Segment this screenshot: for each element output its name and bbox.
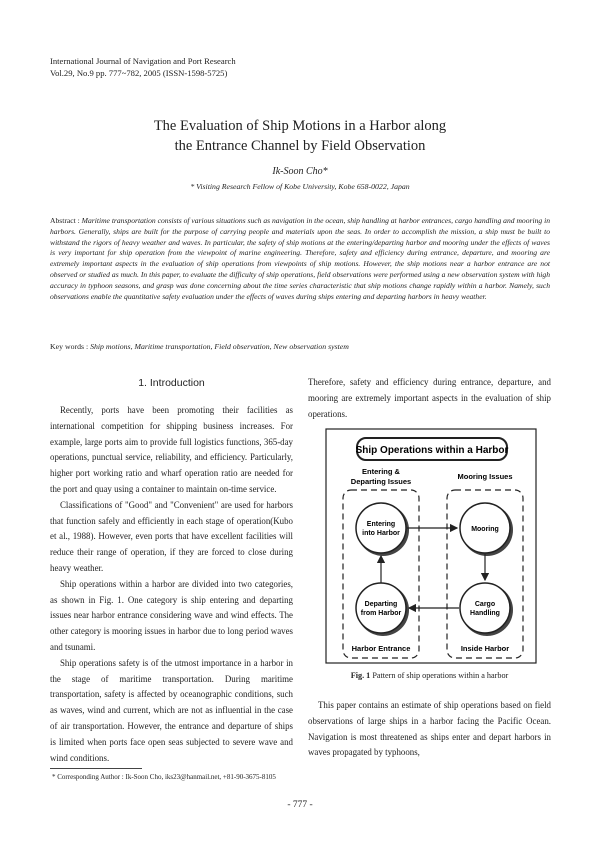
group-right-label: Mooring Issues	[457, 472, 513, 481]
right-column-bottom	[308, 698, 551, 761]
group-left-label-2: Departing Issues	[350, 477, 412, 486]
paragraph: Ship operations safety is of the utmost importance in a harbor in the stage of maritime transportation. During maritime transportation, safety is affected by oceanographic conditions, such as waves, wind and current, which are not as influential in the case of air transportation. However, the entrance and departure of ships is limited when ports face open seas subjected to severe wave and wind conditions.	[50, 657, 293, 763]
author-affiliation: * Visiting Research Fellow of Kobe University, Kobe 658-0022, Japan	[190, 182, 410, 191]
keywords-text: Ship motions, Maritime transportation, Field observation, New observation system	[90, 342, 349, 351]
title-line-1: The Evaluation of Ship Motions in a Harbor along	[153, 118, 447, 134]
caption-text: Pattern of ship operations within a harbor	[372, 671, 509, 680]
paper-title	[0, 116, 600, 156]
title-line-2: the Entrance Channel by Field Observation	[174, 138, 426, 154]
figure-ship-operations	[325, 428, 537, 664]
journal-volume: Vol.29, No.9 pp. 777~782, 2005 (ISSN-1598-5725)	[50, 68, 228, 78]
node-cargo-label-2: Handling	[470, 610, 500, 617]
abstract-text: Maritime transportation consists of various situations such as navigation in the ocean, ship handling at harbor entrances, cargo handling and mooring in harbors. Generally, ships are built for the purpose of carrying people and materials upon the seas. In order to accomplish the mission, a ship must be built to withstand the rigors of heavy weather and waves. In particular, the safety of ship motions at the entering/departing harbor and mooring under the effects of waves is very important for ship operation from the viewpoint of marine engineering. Therefore, safety and efficiency during entrance, departure, and mooring are extremely important aspects in the evaluation of ship operations from viewpoints of ship motions. However, the ship motions near a harbor entrance are not observed or studied as much. In this paper, to evaluate the difficulty of ship operations, field observations were performed using a new observation system with high accuracy in typhoon seasons, and grasp was done concerning about the time series characteristic that ship motions change rapidly within a harbor. Namely, such observations enable the quantitative safety evaluation under the effects of waves during ships entering and departing harbors in heavy weather.	[50, 216, 550, 301]
abstract	[50, 216, 550, 302]
node-departing-label-2: from Harbor	[360, 610, 402, 617]
group-left-label-1: Entering &	[362, 467, 400, 476]
node-departing	[356, 583, 406, 633]
author-name: Ik-Soon Cho*	[272, 166, 328, 177]
footnote: * Corresponding Author : Ik-Soon Cho, iks23@hanmail.net, +81-90-3675-8105	[52, 773, 276, 781]
figure-caption	[308, 671, 551, 680]
node-cargo-label-1: Cargo	[474, 601, 496, 608]
journal-name: International Journal of Navigation and Port Research	[50, 56, 236, 66]
figure-title: Ship Operations within a Harbor	[355, 445, 509, 456]
footer-left-label: Harbor Entrance	[351, 644, 411, 653]
keywords-label: Key words :	[50, 342, 91, 351]
footer-right-label: Inside Harbor	[460, 644, 510, 653]
paragraph: This paper contains an estimate of ship operations based on field observations of large ships in a harbor facing the Pacific Ocean. Navigation is most threatened as ships enter and depart harbors in waves propagated by typhoons,	[308, 700, 551, 758]
journal-header	[50, 55, 236, 79]
node-mooring-label: Mooring	[471, 526, 499, 533]
footnote-rule	[50, 768, 142, 769]
node-entering-label-1: Entering	[366, 521, 396, 528]
paragraph: Ship operations within a harbor are divided into two categories, as shown in Fig. 1. One category is ship entering and departing issues near harbor entrance considering wave and wind effects. The other category is mooring issues in harbor due to long period waves and tsunami.	[50, 578, 293, 652]
abstract-label: Abstract :	[50, 216, 82, 225]
section-heading-introduction: 1. Introduction	[138, 377, 205, 389]
left-column	[50, 403, 293, 766]
node-cargo	[460, 583, 510, 633]
node-entering-label-2: into Harbor	[362, 530, 400, 537]
paragraph: Classifications of "Good" and "Convenient" are used for harbors that function safely and efficiently in each stage of operation(Kubo et al., 1988). However, even ports that have excellent facilities will reduce their range of operation, if they are forced to close during heavy weather.	[50, 499, 293, 573]
node-departing-label-1: Departing	[364, 601, 398, 608]
paragraph: Therefore, safety and efficiency during entrance, departure, and mooring are extremely important aspects in the evaluation of ship operations.	[308, 377, 551, 419]
page-number: - 777 -	[287, 800, 313, 810]
right-column-top	[308, 375, 551, 422]
keywords	[50, 342, 550, 351]
caption-label: Fig. 1	[350, 671, 371, 680]
node-entering	[356, 503, 406, 553]
paragraph: Recently, ports have been promoting their facilities as international competition for shipping business increases. For example, large ports aim to provide full logistics functions, 365-day operations, punctual service, reliability, and efficiency. Particularly, higher port working ratio and wharf operation ratio are needed for the port and quay using a container to maintain on-time service.	[50, 405, 293, 494]
